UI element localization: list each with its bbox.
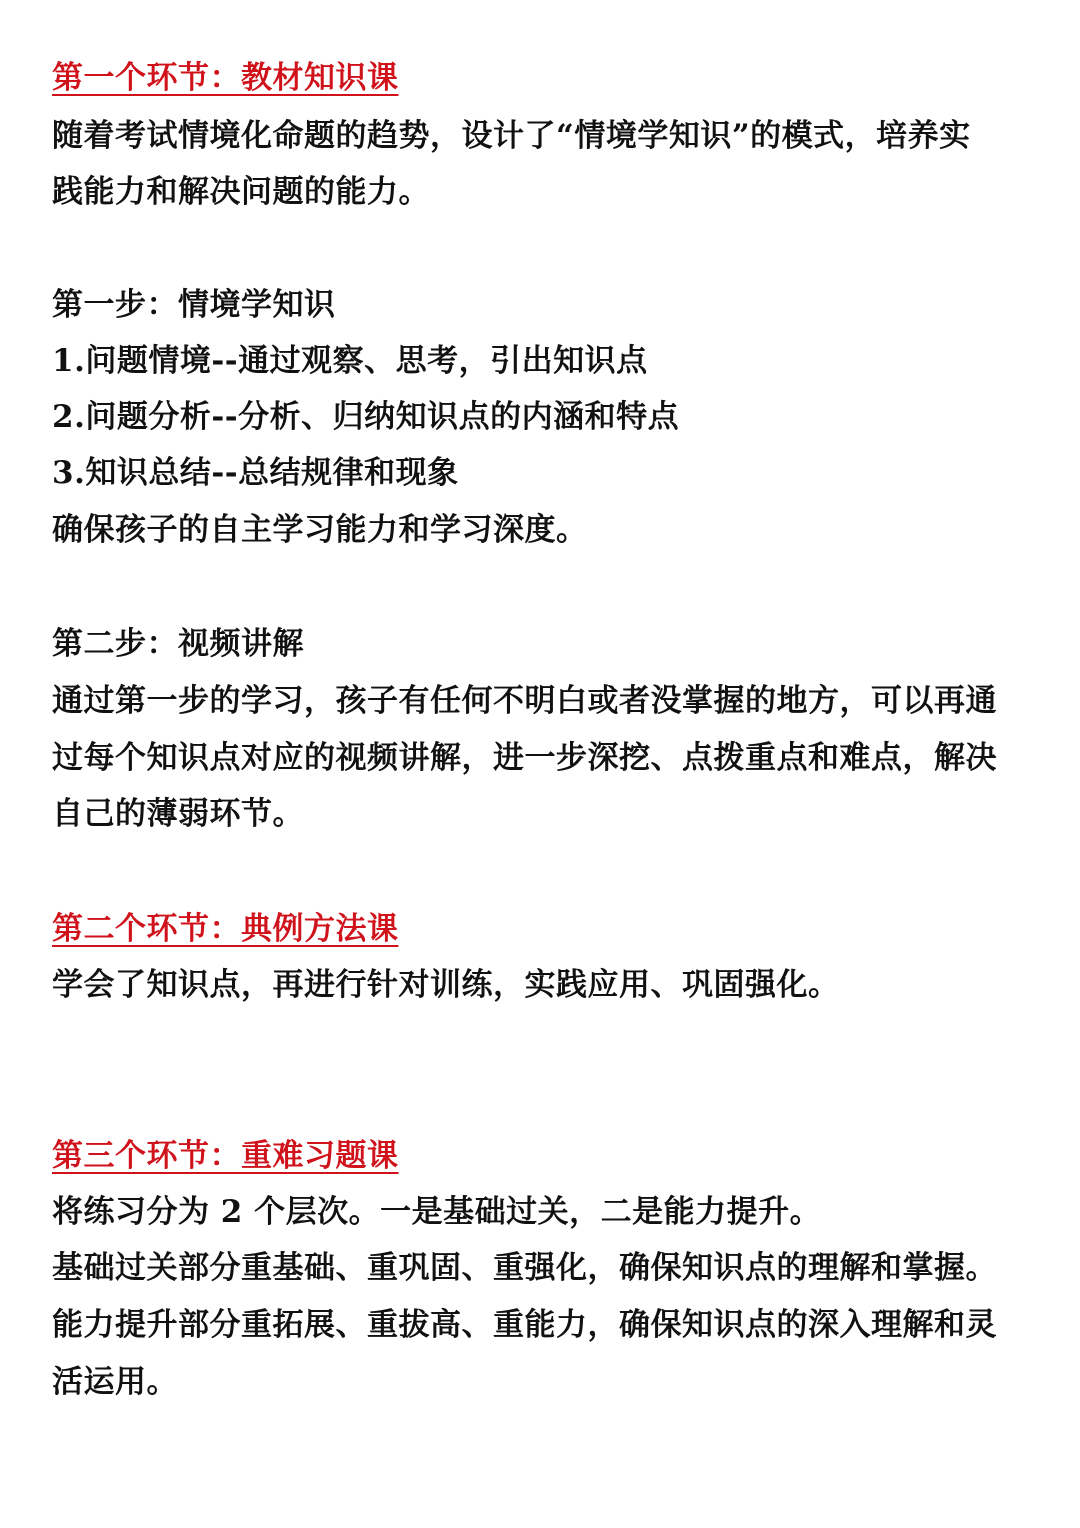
section3-line-4: 活运用。	[52, 1364, 178, 1400]
section-heading-textbook-knowledge: 第一个环节：教材知识课	[52, 60, 399, 96]
section-heading-example-methods: 第二个环节：典例方法课	[52, 911, 399, 947]
section3-line-3: 能力提升部分重拓展、重拔高、重能力，确保知识点的深入理解和灵	[52, 1307, 997, 1343]
step2-line-3: 自己的薄弱环节。	[52, 796, 304, 832]
step1-item-2: 2.问题分析--分析、归纳知识点的内涵和特点	[52, 399, 680, 435]
step2-title: 第二步：视频讲解	[52, 626, 304, 662]
step1-item-3: 3.知识总结--总结规律和现象	[52, 455, 459, 491]
section3-line-1: 将练习分为 2 个层次。一是基础过关，二是能力提升。	[52, 1194, 822, 1230]
section3-line-2: 基础过关部分重基础、重巩固、重强化，确保知识点的理解和掌握。	[52, 1250, 997, 1286]
step2-line-2: 过每个知识点对应的视频讲解，进一步深挖、点拨重点和难点，解决	[52, 740, 997, 776]
section1-intro-line-1: 随着考试情境化命题的趋势，设计了“情境学知识”的模式，培养实	[52, 118, 971, 154]
section-heading-difficult-exercises: 第三个环节：重难习题课	[52, 1138, 399, 1174]
step1-title: 第一步：情境学知识	[52, 287, 336, 323]
step2-line-1: 通过第一步的学习，孩子有任何不明白或者没掌握的地方，可以再通	[52, 683, 997, 719]
section1-intro-line-2: 践能力和解决问题的能力。	[52, 174, 430, 210]
step1-item-1: 1.问题情境--通过观察、思考，引出知识点	[52, 343, 648, 379]
section2-text: 学会了知识点，再进行针对训练，实践应用、巩固强化。	[52, 967, 840, 1003]
step1-conclusion: 确保孩子的自主学习能力和学习深度。	[52, 512, 588, 548]
